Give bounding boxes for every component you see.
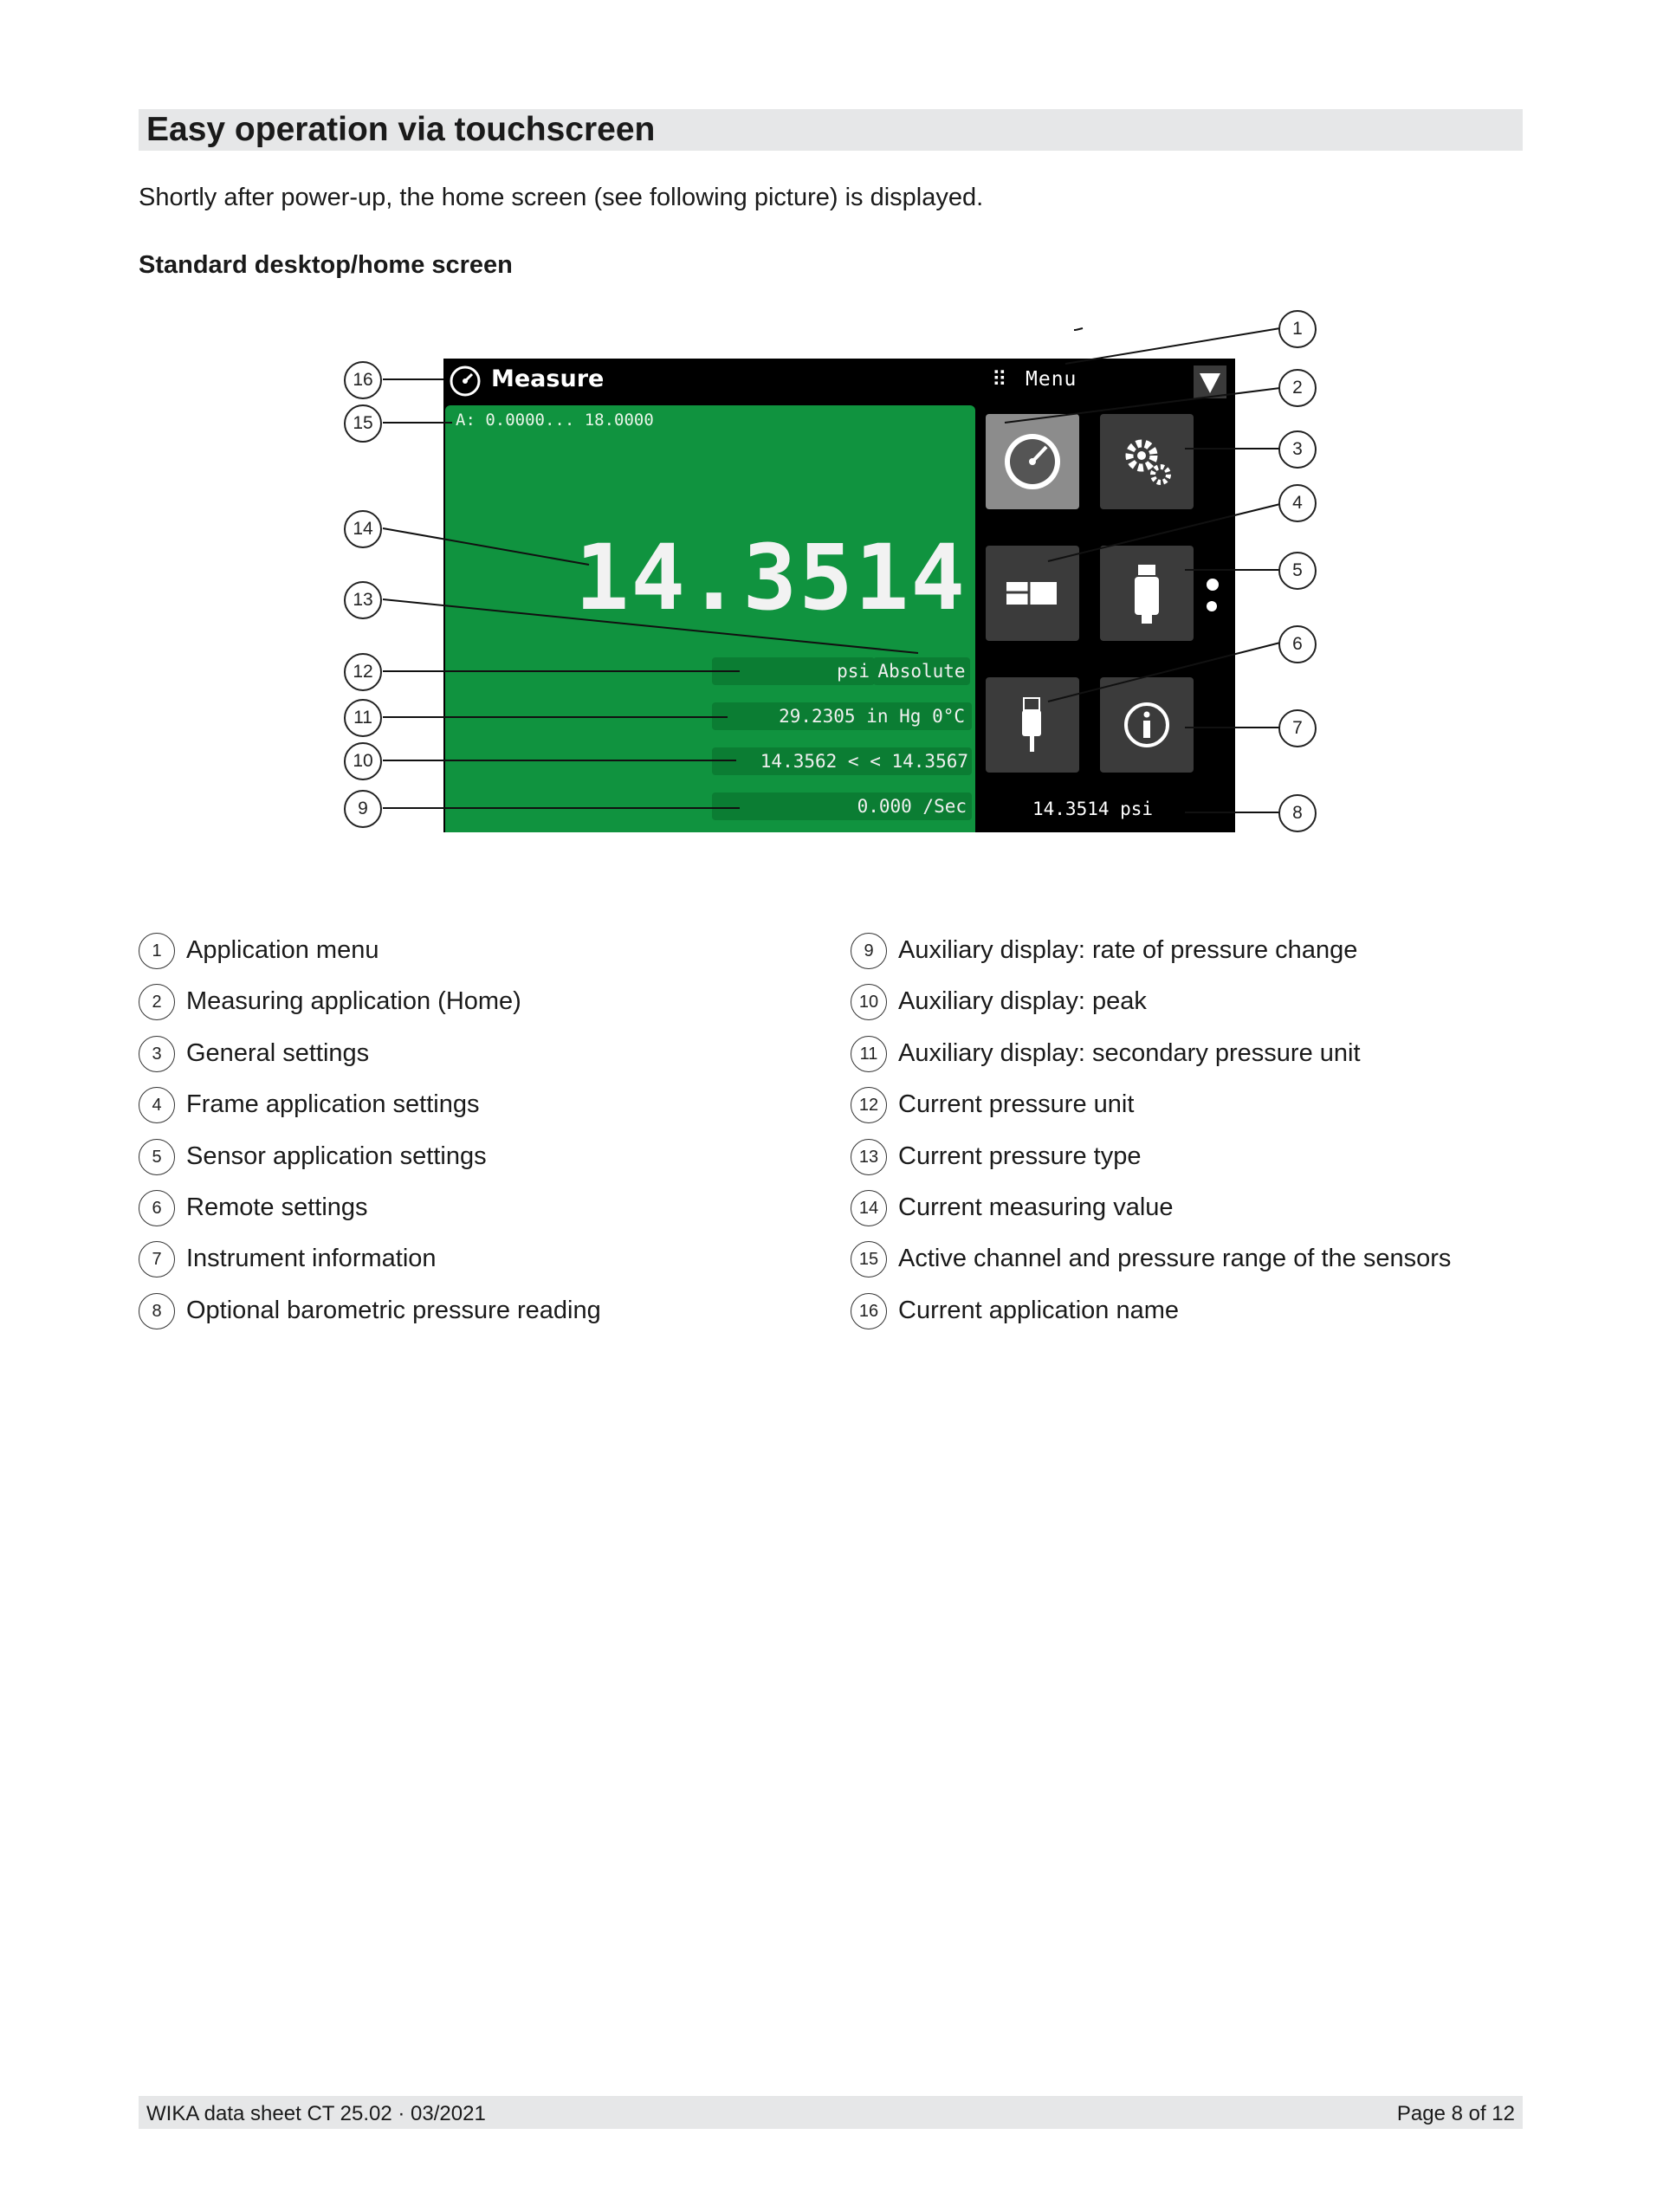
home-screen-figure: [329, 303, 1325, 849]
legend-number: 10: [851, 984, 887, 1020]
callout-1: 1: [1278, 310, 1317, 348]
legend-number: 7: [139, 1241, 175, 1277]
callout-11: 11: [344, 699, 382, 737]
section-title-bar: [139, 109, 1523, 151]
legend-text: Auxiliary display: secondary pressure unit: [898, 1038, 1361, 1067]
legend-number: 5: [139, 1139, 175, 1175]
callout-13: 13: [344, 581, 382, 619]
intro-text: Shortly after power-up, the home screen (see following picture) is displayed.: [139, 184, 984, 211]
callout-2: 2: [1278, 369, 1317, 407]
callout-12: 12: [344, 653, 382, 691]
footer-page-number: Page 8 of 12: [1396, 2102, 1515, 2125]
callout-5: 5: [1278, 552, 1317, 590]
legend-text: Current pressure unit: [898, 1090, 1135, 1119]
callout-14: 14: [344, 510, 382, 548]
footer-document-id: WIKA data sheet CT 25.02 · 03/2021: [146, 2102, 486, 2125]
menu-grip-icon[interactable]: ⠿: [992, 367, 1007, 391]
legend-number: 14: [851, 1190, 887, 1226]
rate-of-change-display[interactable]: 0.000 /Sec: [712, 792, 972, 820]
callout-9: 9: [344, 790, 382, 828]
legend-text: Remote settings: [186, 1193, 368, 1221]
legend-number: 9: [851, 933, 887, 969]
callout-3: 3: [1278, 430, 1317, 469]
legend-text: Current measuring value: [898, 1193, 1174, 1221]
secondary-pressure-unit[interactable]: 29.2305 in Hg 0°C: [712, 702, 972, 730]
legend-text: Application menu: [186, 936, 379, 964]
callout-16: 16: [344, 361, 382, 399]
current-measuring-value: 14.3514: [574, 525, 967, 631]
callout-leader-lines: [329, 303, 1325, 849]
legend-text: Active channel and pressure range of the sensors: [898, 1245, 1452, 1273]
legend-text: Auxiliary display: rate of pressure change: [898, 936, 1358, 964]
legend-text: Frame application settings: [186, 1090, 480, 1119]
legend-number: 11: [851, 1036, 887, 1072]
callout-8: 8: [1278, 794, 1317, 832]
legend-number: 2: [139, 984, 175, 1020]
legend-number: 1: [139, 933, 175, 969]
legend-number: 15: [851, 1241, 887, 1277]
figure-subheading: Standard desktop/home screen: [139, 251, 513, 279]
callout-10: 10: [344, 742, 382, 780]
application-name: Measure: [491, 365, 605, 392]
pressure-type[interactable]: Absolute: [873, 657, 970, 685]
section-title: Easy operation via touchscreen: [146, 111, 656, 148]
legend-text: Optional barometric pressure reading: [186, 1296, 601, 1324]
legend-number: 8: [139, 1293, 175, 1329]
peak-display[interactable]: 14.3562 < < 14.3567: [712, 747, 972, 775]
legend-number: 12: [851, 1087, 887, 1123]
channel-range: A: 0.0000... 18.0000: [456, 411, 654, 430]
legend-number: 6: [139, 1190, 175, 1226]
legend-number: 3: [139, 1036, 175, 1072]
legend-text: Current application name: [898, 1296, 1180, 1324]
legend-text: Instrument information: [186, 1245, 437, 1273]
legend-text: Current pressure type: [898, 1142, 1142, 1170]
legend-number: 13: [851, 1139, 887, 1175]
callout-15: 15: [344, 404, 382, 443]
callout-7: 7: [1278, 709, 1317, 747]
legend-text: Auxiliary display: peak: [898, 987, 1147, 1016]
legend-text: Sensor application settings: [186, 1142, 487, 1170]
legend-text: General settings: [186, 1038, 370, 1067]
pressure-unit[interactable]: psi: [712, 657, 875, 685]
application-menu-button[interactable]: Menu: [1026, 368, 1077, 391]
page-footer: [139, 2096, 1523, 2129]
barometric-pressure-reading: 14.3514 psi: [1032, 799, 1154, 819]
legend-number: 16: [851, 1293, 887, 1329]
legend-number: 4: [139, 1087, 175, 1123]
callout-4: 4: [1278, 484, 1317, 522]
legend-text: Measuring application (Home): [186, 987, 521, 1016]
callout-6: 6: [1278, 625, 1317, 663]
